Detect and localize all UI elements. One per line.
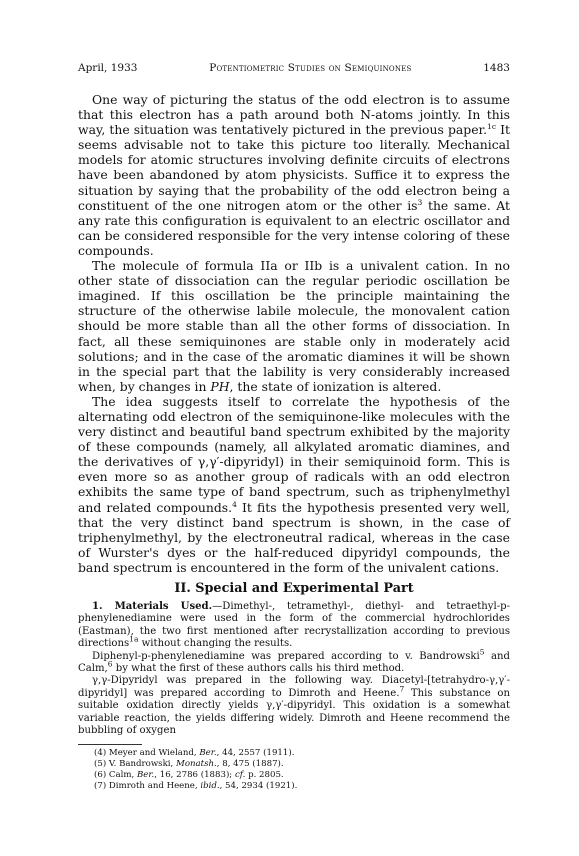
paragraph-univalent-cation — [78, 258, 510, 394]
reference-marker: 1a — [129, 634, 139, 644]
paragraph-text: The idea suggests itself to correlate the hypothesis of the alternating odd electron of the semiquinone-like molecules with the very distinct and beautiful band spectrum exhibited by the majority of these compounds (namely, all alkylated aromatic diamines, and the derivatives of γ,γ′-dipyridyl) in their semiquinoid form. This is even more so as another group of radicals with an odd electron exhibits the same type of band spectrum, such as triphenylmethyl and related compounds. — [78, 393, 510, 515]
header-page-number: 1483 — [483, 62, 510, 74]
footnote-journal: Ber. — [199, 748, 217, 759]
paragraph-text: —Dimethyl-, tetramethyl-, diethyl- and tetraethyl-p-phenylenediamine were used in the form of the commercial hydrochlorides (Eastman), the two first mentioned after recrystallization according to previous directions — [78, 601, 510, 650]
footnote-journal: Ber. — [136, 770, 155, 781]
header-title: Potentiometric Studies on Semiquinones — [209, 62, 412, 74]
reference-marker: 1c — [487, 122, 497, 132]
paragraph-text: It seems advisable not to take this picture too literally. Mechanical models for atomic structures involving definite circuits of electrons have been abandoned by atom physicists. Suffice it to express the situation by saying that the probability of the odd electron being a constituent of the one nitrogen atom or the other is — [78, 122, 511, 213]
footnote-7 — [94, 781, 510, 792]
paragraph-text: γ,γ-Dipyridyl was prepared in the following way. Diacetyl-[tetrahydro-γ,γ′-dipyridyl] was prepared according to Dimroth and Heene. — [78, 675, 510, 699]
paragraph-text: the same. At any rate this configuration is equivalent to an electric oscillator and can be considered responsible for the very intense coloring of these compounds. — [78, 197, 510, 258]
footnote-text: , 44, 2557 (1911). — [216, 748, 295, 759]
paragraph-text: It fits the hypothesis presented very well, that the very distinct band spectrum is shown, in the case of triphenylmethyl, by the electroneutral radical, whereas in the case of Wurster's dyes or the half-reduced dipyridyl compounds, the band spectrum is encountered in the form of the univalent cations. — [78, 499, 510, 575]
paragraph-text: The molecule of formula IIa or IIb is a univalent cation. In no other state of dissociation can the regular periodic oscillation be imagined. If this oscillation be the principle maintaining the structure of the otherwise labile molecule, the monovalent cation should be more stable than all the other forms of dissociation. In fact, all these semiquinones are stable only in moderately acid solutions; and in the case of the aromatic diamines it will be shown in the special part that the lability is very considerably increased when, by changes in — [78, 258, 510, 394]
footnote-text: p. 2805. — [245, 770, 284, 781]
paragraph-text: and Calm, — [78, 650, 510, 675]
reference-marker: 4 — [232, 499, 237, 509]
paragraph-diphenyl — [78, 647, 510, 676]
footnote-journal: ibid. — [200, 781, 220, 792]
subsection-lead: 1. Materials Used. — [92, 601, 213, 612]
reference-marker: 6 — [107, 659, 113, 669]
paragraph-text: , the state of ionization is altered. — [229, 378, 442, 394]
footnote-divider — [78, 744, 142, 745]
main-body — [78, 92, 510, 575]
footnote-6 — [94, 770, 510, 781]
footnote-text: (4) Meyer and Wieland, — [94, 748, 200, 759]
paragraph-dipyridyl — [78, 675, 510, 737]
footnote-text: , 16, 2786 (1883); — [154, 770, 235, 781]
journal-page — [78, 62, 510, 822]
paragraph-text: One way of picturing the status of the odd electron is to assume that this electron has a path around both N-atoms jointly. In this way, the situation was tentatively pictured in the previous paper. — [78, 92, 510, 138]
experimental-section — [78, 601, 510, 737]
footnote-4 — [94, 748, 510, 759]
footnote-text: (5) V. Bandrowski, — [94, 759, 177, 770]
paragraph-text: This substance on suitable oxidation directly yields γ,γ′-dipyridyl. This oxidation is a somewhat variable reaction, the yields differing widely. Dimroth and Heene recommend the bubbling of oxygen — [78, 687, 510, 737]
paragraph-band-spectrum — [78, 394, 510, 575]
section-heading: II. Special and Experimental Part — [174, 581, 414, 596]
footnote-journal: Monatsh. — [176, 759, 217, 770]
footnote-text: (6) Calm, — [94, 770, 137, 781]
ph-symbol: PH — [210, 378, 230, 394]
header-date: April, 1933 — [78, 62, 138, 74]
footnote-text: , 54, 2934 (1921). — [219, 781, 298, 792]
running-header — [78, 62, 510, 78]
reference-marker: 7 — [399, 684, 405, 694]
footnote-text: (7) Dimroth and Heene, — [94, 781, 201, 792]
footnotes — [78, 748, 510, 792]
reference-marker: 5 — [479, 647, 485, 657]
reference-marker: 3 — [417, 197, 423, 207]
paragraph-text: Diphenyl-p-phenylenediamine was prepared according to v. Bandrowski — [92, 650, 480, 662]
paragraph-text: by what the first of these authors calls his third method. — [112, 663, 405, 675]
paragraph-text: without changing the results. — [138, 638, 293, 650]
paragraph-materials-used — [78, 601, 510, 651]
footnote-text: , 8, 475 (1887). — [216, 759, 284, 770]
footnote-cf: cf. — [234, 770, 246, 781]
footnote-5 — [94, 759, 510, 770]
paragraph-odd-electron — [78, 92, 510, 258]
